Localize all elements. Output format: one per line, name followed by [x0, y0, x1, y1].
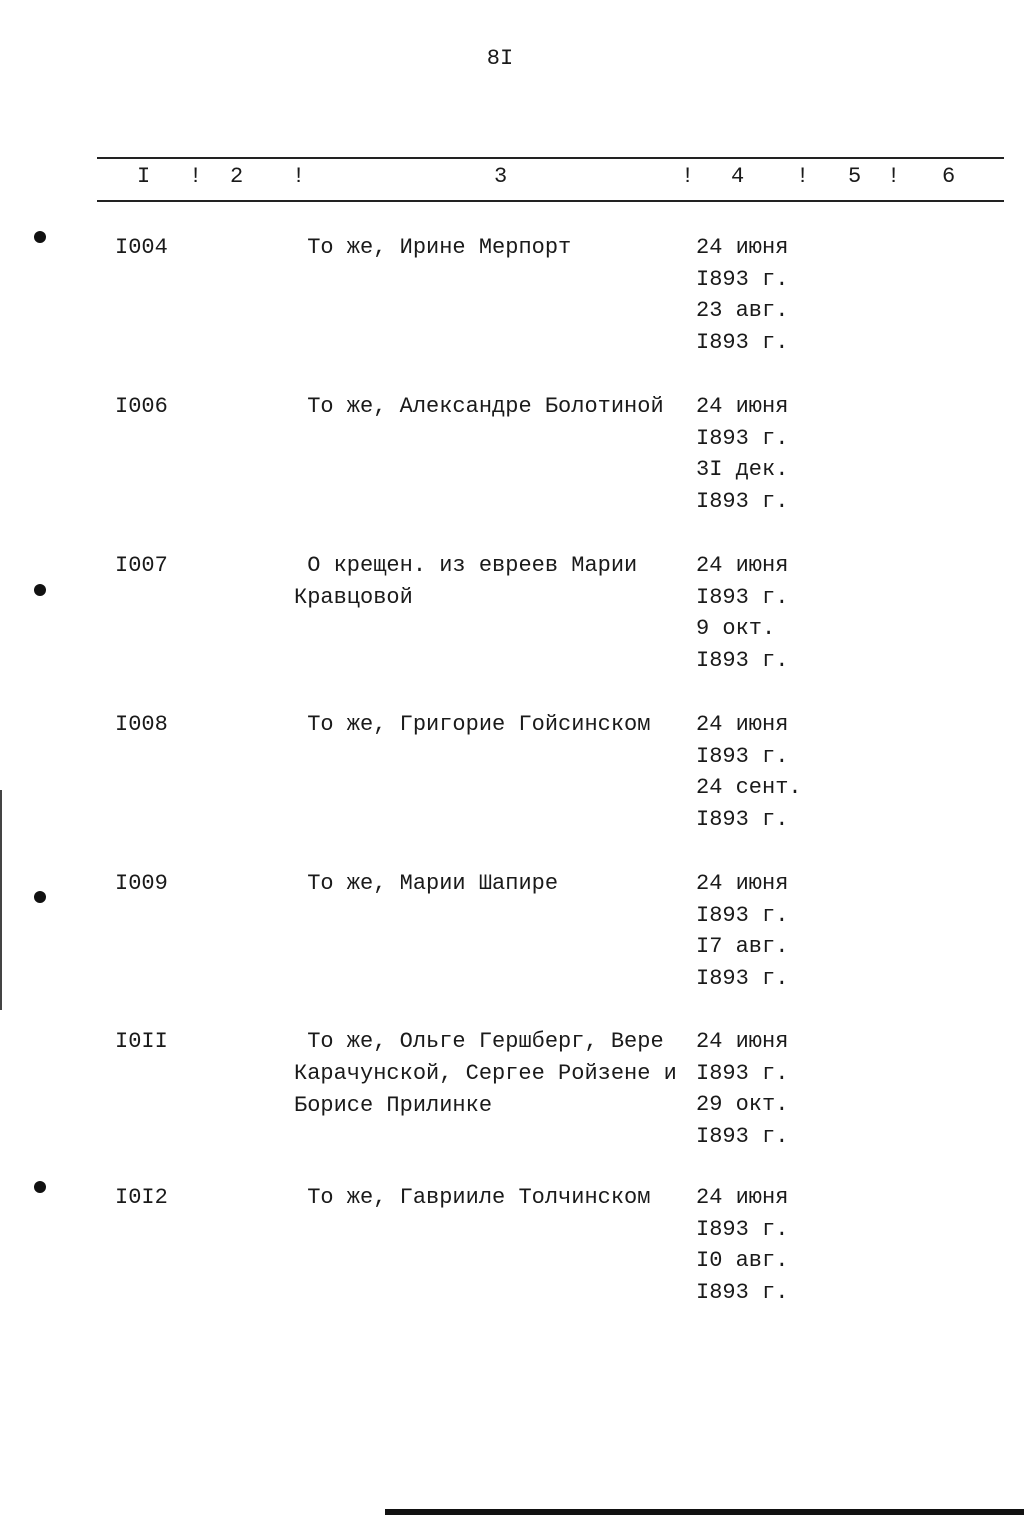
binding-hole-mark: [34, 891, 46, 903]
date-line: I893 г.: [696, 1279, 789, 1305]
entry-dates: [696, 1182, 788, 1308]
date-line: I893 г.: [696, 1216, 789, 1242]
header-col-4: 4: [731, 164, 745, 189]
entry-number: I0I2: [115, 1185, 168, 1210]
date-line: 24 июня: [696, 1185, 789, 1210]
date-line: I893 г.: [696, 902, 789, 928]
date-line: 23 авг.: [696, 298, 789, 323]
entry-number: I0II: [115, 1029, 168, 1054]
date-line: 24 июня: [696, 394, 789, 419]
date-line: 24 июня: [696, 712, 789, 737]
entry-description: То же, Ольге Гершберг, Вере Карачунской, Сергее Ройзене и Борисе Прилинке: [294, 1029, 677, 1118]
entry-number: I006: [115, 394, 168, 419]
binding-hole-mark: [34, 1181, 46, 1193]
date-line: 24 июня: [696, 1029, 789, 1054]
entry-description: То же, Марии Шапире: [294, 871, 559, 896]
date-line: 24 июня: [696, 871, 789, 896]
date-line: I893 г.: [696, 425, 789, 451]
binding-hole-mark: [34, 584, 46, 596]
header-col-5: 5: [848, 164, 862, 189]
date-line: I893 г.: [696, 743, 789, 769]
date-line: I893 г.: [696, 1060, 789, 1086]
entry-description: То же, Григорие Гойсинском: [294, 712, 651, 737]
header-bottom-rule: [97, 200, 1004, 202]
margin-line: [0, 790, 2, 1010]
date-line: I7 авг.: [696, 934, 789, 959]
date-line: I893 г.: [696, 1123, 789, 1149]
binding-hole-mark: [34, 231, 46, 243]
header-col-2: 2: [230, 164, 244, 189]
entry-number: I008: [115, 712, 168, 737]
header-col-3: 3: [494, 164, 508, 189]
entry-dates: [696, 391, 788, 517]
header-separator: !: [796, 164, 810, 189]
entry-dates: [696, 868, 788, 994]
entry-dates: [696, 1026, 788, 1152]
header-separator: !: [292, 164, 306, 189]
date-line: I893 г.: [696, 806, 789, 832]
entry-description: То же, Ирине Мерпорт: [294, 235, 572, 260]
header-top-rule: [97, 157, 1004, 159]
date-line: 3I дек.: [696, 457, 789, 482]
date-line: I0 авг.: [696, 1248, 789, 1273]
entry-description: То же, Гаврииле Толчинском: [294, 1185, 651, 1210]
date-line: I893 г.: [696, 965, 789, 991]
date-line: I893 г.: [696, 584, 789, 610]
date-line: I893 г.: [696, 329, 789, 355]
date-line: 24 июня: [696, 553, 789, 578]
date-line: 29 окт.: [696, 1092, 789, 1117]
header-col-1: I: [137, 164, 151, 189]
header-separator: !: [681, 164, 695, 189]
entry-description: О крещен. из евреев Марии Кравцовой: [294, 553, 638, 610]
page-number: 8I: [486, 46, 514, 71]
entry-dates: [696, 232, 788, 358]
bottom-edge-bar: [385, 1509, 1024, 1515]
date-line: I893 г.: [696, 266, 789, 292]
date-line: I893 г.: [696, 488, 789, 514]
entry-description: То же, Александре Болотиной: [294, 394, 664, 419]
date-line: 24 сент.: [696, 775, 802, 800]
entry-number: I004: [115, 235, 168, 260]
date-line: 9 окт.: [696, 616, 776, 641]
date-line: 24 июня: [696, 235, 789, 260]
header-col-6: 6: [942, 164, 956, 189]
entry-dates: [696, 550, 788, 676]
entry-dates: [696, 709, 802, 835]
entry-number: I007: [115, 553, 168, 578]
entry-number: I009: [115, 871, 168, 896]
date-line: I893 г.: [696, 647, 789, 673]
header-separator: !: [887, 164, 901, 189]
header-separator: !: [189, 164, 203, 189]
